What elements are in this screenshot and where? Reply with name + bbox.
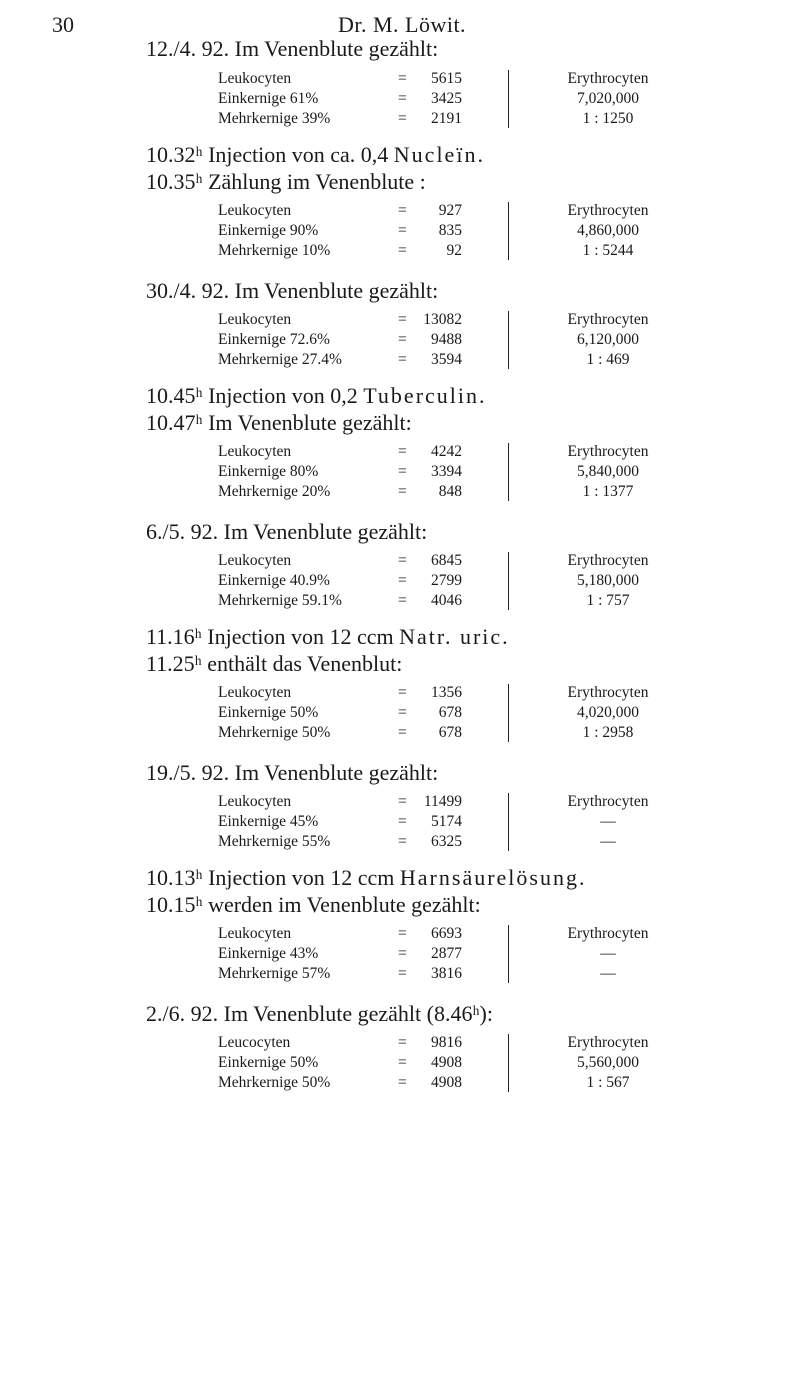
count-row	[218, 482, 478, 502]
count-row	[218, 591, 478, 611]
heading-text: 10.32ʰ Injection von ca. 0,4	[146, 142, 394, 167]
equals-sign: =	[398, 552, 407, 569]
count-row	[218, 1073, 478, 1093]
erythrocyte-value: 6,120,000	[577, 331, 639, 348]
count-label: Einkernige 61%	[218, 90, 319, 107]
count-label: Leukocyten	[218, 925, 292, 942]
erythrocyte-value: Erythrocyten	[567, 684, 649, 701]
column-divider	[508, 793, 509, 851]
count-value: 3816	[431, 965, 462, 982]
equals-sign: =	[398, 1054, 407, 1071]
entry-heading	[146, 36, 438, 62]
substance-name: Natr. uric.	[399, 624, 510, 649]
erythrocyte-value: Erythrocyten	[567, 311, 649, 328]
count-row	[218, 812, 478, 832]
count-value: 4908	[431, 1054, 462, 1071]
count-value: 13082	[423, 311, 462, 328]
count-label: Einkernige 50%	[218, 1054, 319, 1071]
equals-sign: =	[398, 793, 407, 810]
count-row	[218, 462, 478, 482]
count-row	[218, 1053, 478, 1073]
entry-heading	[146, 519, 427, 545]
erythrocyte-value: —	[600, 813, 616, 830]
erythrocyte-value: 1 : 757	[586, 592, 630, 609]
erythrocyte-value: 1 : 2958	[582, 724, 634, 741]
count-label: Einkernige 72.6%	[218, 331, 330, 348]
column-divider	[508, 684, 509, 742]
heading-text: 10.47ʰ Im Venenblute gezählt:	[146, 410, 412, 435]
count-row	[218, 832, 478, 852]
erythrocyte-value: 1 : 5244	[582, 242, 634, 259]
column-divider	[508, 311, 509, 369]
count-row	[218, 109, 478, 129]
entry-heading	[146, 1001, 493, 1027]
equals-sign: =	[398, 1074, 407, 1091]
count-value: 9488	[431, 331, 462, 348]
count-value: 848	[438, 483, 462, 500]
heading-text: 10.13ʰ Injection von 12 ccm	[146, 865, 400, 890]
column-divider	[508, 552, 509, 610]
equals-sign: =	[398, 684, 407, 701]
count-value: 2877	[431, 945, 462, 962]
entry-heading	[146, 383, 487, 409]
count-label: Mehrkernige 39%	[218, 110, 331, 127]
equals-sign: =	[398, 463, 407, 480]
count-value: 678	[438, 704, 462, 721]
count-label: Einkernige 50%	[218, 704, 319, 721]
count-label: Leucocyten	[218, 1034, 291, 1051]
erythrocyte-value: Erythrocyten	[567, 1034, 649, 1051]
count-row	[218, 310, 478, 330]
count-row	[218, 442, 478, 462]
heading-text: 6./5. 92. Im Venenblute gezählt:	[146, 519, 428, 544]
count-row	[218, 221, 478, 241]
entry-heading	[146, 169, 426, 195]
equals-sign: =	[398, 592, 407, 609]
heading-text: 10.45ʰ Injection von 0,2	[146, 383, 364, 408]
equals-sign: =	[398, 242, 407, 259]
count-label: Mehrkernige 10%	[218, 242, 331, 259]
count-value: 1356	[431, 684, 462, 701]
count-label: Leukocyten	[218, 202, 292, 219]
count-value: 2799	[431, 572, 462, 589]
equals-sign: =	[398, 925, 407, 942]
count-value: 3594	[431, 351, 462, 368]
erythrocyte-value: Erythrocyten	[567, 202, 649, 219]
count-row	[218, 551, 478, 571]
count-value: 4242	[431, 443, 462, 460]
equals-sign: =	[398, 443, 407, 460]
count-value: 927	[438, 202, 462, 219]
count-label: Mehrkernige 57%	[218, 965, 331, 982]
count-row	[218, 944, 478, 964]
count-row	[218, 89, 478, 109]
count-label: Leukocyten	[218, 552, 292, 569]
equals-sign: =	[398, 965, 407, 982]
count-label: Mehrkernige 55%	[218, 833, 331, 850]
count-label: Mehrkernige 50%	[218, 724, 331, 741]
erythrocyte-value: Erythrocyten	[567, 925, 649, 942]
equals-sign: =	[398, 1034, 407, 1051]
count-row	[218, 69, 478, 89]
count-label: Einkernige 43%	[218, 945, 319, 962]
count-row	[218, 792, 478, 812]
count-label: Mehrkernige 50%	[218, 1074, 331, 1091]
count-value: 4046	[431, 592, 462, 609]
equals-sign: =	[398, 813, 407, 830]
count-value: 678	[438, 724, 462, 741]
erythrocyte-value: 4,860,000	[577, 222, 639, 239]
substance-name: Harnsäurelösung.	[399, 865, 587, 890]
heading-text: 30./4. 92. Im Venenblute gezählt:	[146, 278, 439, 303]
entry-heading	[146, 865, 586, 891]
count-value: 6693	[431, 925, 462, 942]
count-row	[218, 571, 478, 591]
count-value: 11499	[423, 793, 462, 810]
equals-sign: =	[398, 833, 407, 850]
equals-sign: =	[398, 331, 407, 348]
equals-sign: =	[398, 311, 407, 328]
count-value: 2191	[431, 110, 462, 127]
erythrocyte-value: 1 : 469	[586, 351, 630, 368]
count-row	[218, 964, 478, 984]
equals-sign: =	[398, 70, 407, 87]
heading-text: 2./6. 92. Im Venenblute gezählt (8.46ʰ):	[146, 1001, 493, 1026]
count-row	[218, 330, 478, 350]
page-number: 30	[52, 12, 74, 37]
heading-text: 12./4. 92. Im Venenblute gezählt:	[146, 36, 439, 61]
count-label: Leukocyten	[218, 70, 292, 87]
equals-sign: =	[398, 724, 407, 741]
count-label: Mehrkernige 20%	[218, 483, 331, 500]
heading-text: 11.16ʰ Injection von 12 ccm	[146, 624, 400, 649]
count-value: 5615	[431, 70, 462, 87]
heading-text: 11.25ʰ enthält das Venenblut:	[146, 651, 403, 676]
erythrocyte-value: —	[600, 833, 616, 850]
equals-sign: =	[398, 483, 407, 500]
erythrocyte-value: —	[600, 945, 616, 962]
count-label: Mehrkernige 27.4%	[218, 351, 342, 368]
equals-sign: =	[398, 704, 407, 721]
count-value: 6325	[431, 833, 462, 850]
count-label: Leukocyten	[218, 793, 292, 810]
count-value: 5174	[431, 813, 462, 830]
entry-heading	[146, 760, 438, 786]
heading-text: 10.35ʰ Zählung im Venenblute :	[146, 169, 426, 194]
count-label: Einkernige 90%	[218, 222, 319, 239]
column-divider	[508, 1034, 509, 1092]
erythrocyte-value: 1 : 1250	[582, 110, 634, 127]
count-label: Leukocyten	[218, 684, 292, 701]
count-value: 6845	[431, 552, 462, 569]
column-divider	[508, 443, 509, 501]
count-value: 3425	[431, 90, 462, 107]
column-divider	[508, 70, 509, 128]
count-row	[218, 683, 478, 703]
erythrocyte-value: Erythrocyten	[567, 793, 649, 810]
erythrocyte-value: 5,560,000	[577, 1054, 639, 1071]
substance-name: Nucleïn.	[393, 142, 485, 167]
entry-heading	[146, 624, 510, 650]
erythrocyte-value: 1 : 1377	[582, 483, 634, 500]
count-row	[218, 201, 478, 221]
entry-heading	[146, 651, 402, 677]
column-divider	[508, 202, 509, 260]
erythrocyte-value: 4,020,000	[577, 704, 639, 721]
erythrocyte-value: 5,180,000	[577, 572, 639, 589]
equals-sign: =	[398, 110, 407, 127]
equals-sign: =	[398, 222, 407, 239]
count-value: 835	[438, 222, 462, 239]
running-head: Dr. M. Löwit.	[337, 12, 467, 37]
count-value: 9816	[431, 1034, 462, 1051]
count-label: Einkernige 80%	[218, 463, 319, 480]
equals-sign: =	[398, 351, 407, 368]
count-value: 3394	[431, 463, 462, 480]
erythrocyte-value: 1 : 567	[586, 1074, 630, 1091]
count-label: Leukocyten	[218, 311, 292, 328]
erythrocyte-value: 7,020,000	[577, 90, 639, 107]
equals-sign: =	[398, 90, 407, 107]
count-row	[218, 723, 478, 743]
erythrocyte-value: Erythrocyten	[567, 552, 649, 569]
erythrocyte-value: —	[600, 965, 616, 982]
count-row	[218, 924, 478, 944]
equals-sign: =	[398, 945, 407, 962]
count-row	[218, 241, 478, 261]
erythrocyte-value: Erythrocyten	[567, 443, 649, 460]
heading-text: 19./5. 92. Im Venenblute gezählt:	[146, 760, 439, 785]
count-value: 4908	[431, 1074, 462, 1091]
count-row	[218, 703, 478, 723]
entry-heading	[146, 278, 438, 304]
count-value: 92	[446, 242, 462, 259]
column-divider	[508, 925, 509, 983]
equals-sign: =	[398, 572, 407, 589]
entry-heading	[146, 892, 481, 918]
count-label: Einkernige 45%	[218, 813, 319, 830]
erythrocyte-value: 5,840,000	[577, 463, 639, 480]
erythrocyte-value: Erythrocyten	[567, 70, 649, 87]
count-row	[218, 350, 478, 370]
entry-heading	[146, 142, 485, 168]
substance-name: Tuberculin.	[363, 383, 487, 408]
entry-heading	[146, 410, 412, 436]
count-row	[218, 1033, 478, 1053]
count-label: Einkernige 40.9%	[218, 572, 330, 589]
heading-text: 10.15ʰ werden im Venenblute gezählt:	[146, 892, 481, 917]
count-label: Leukocyten	[218, 443, 292, 460]
count-label: Mehrkernige 59.1%	[218, 592, 342, 609]
equals-sign: =	[398, 202, 407, 219]
